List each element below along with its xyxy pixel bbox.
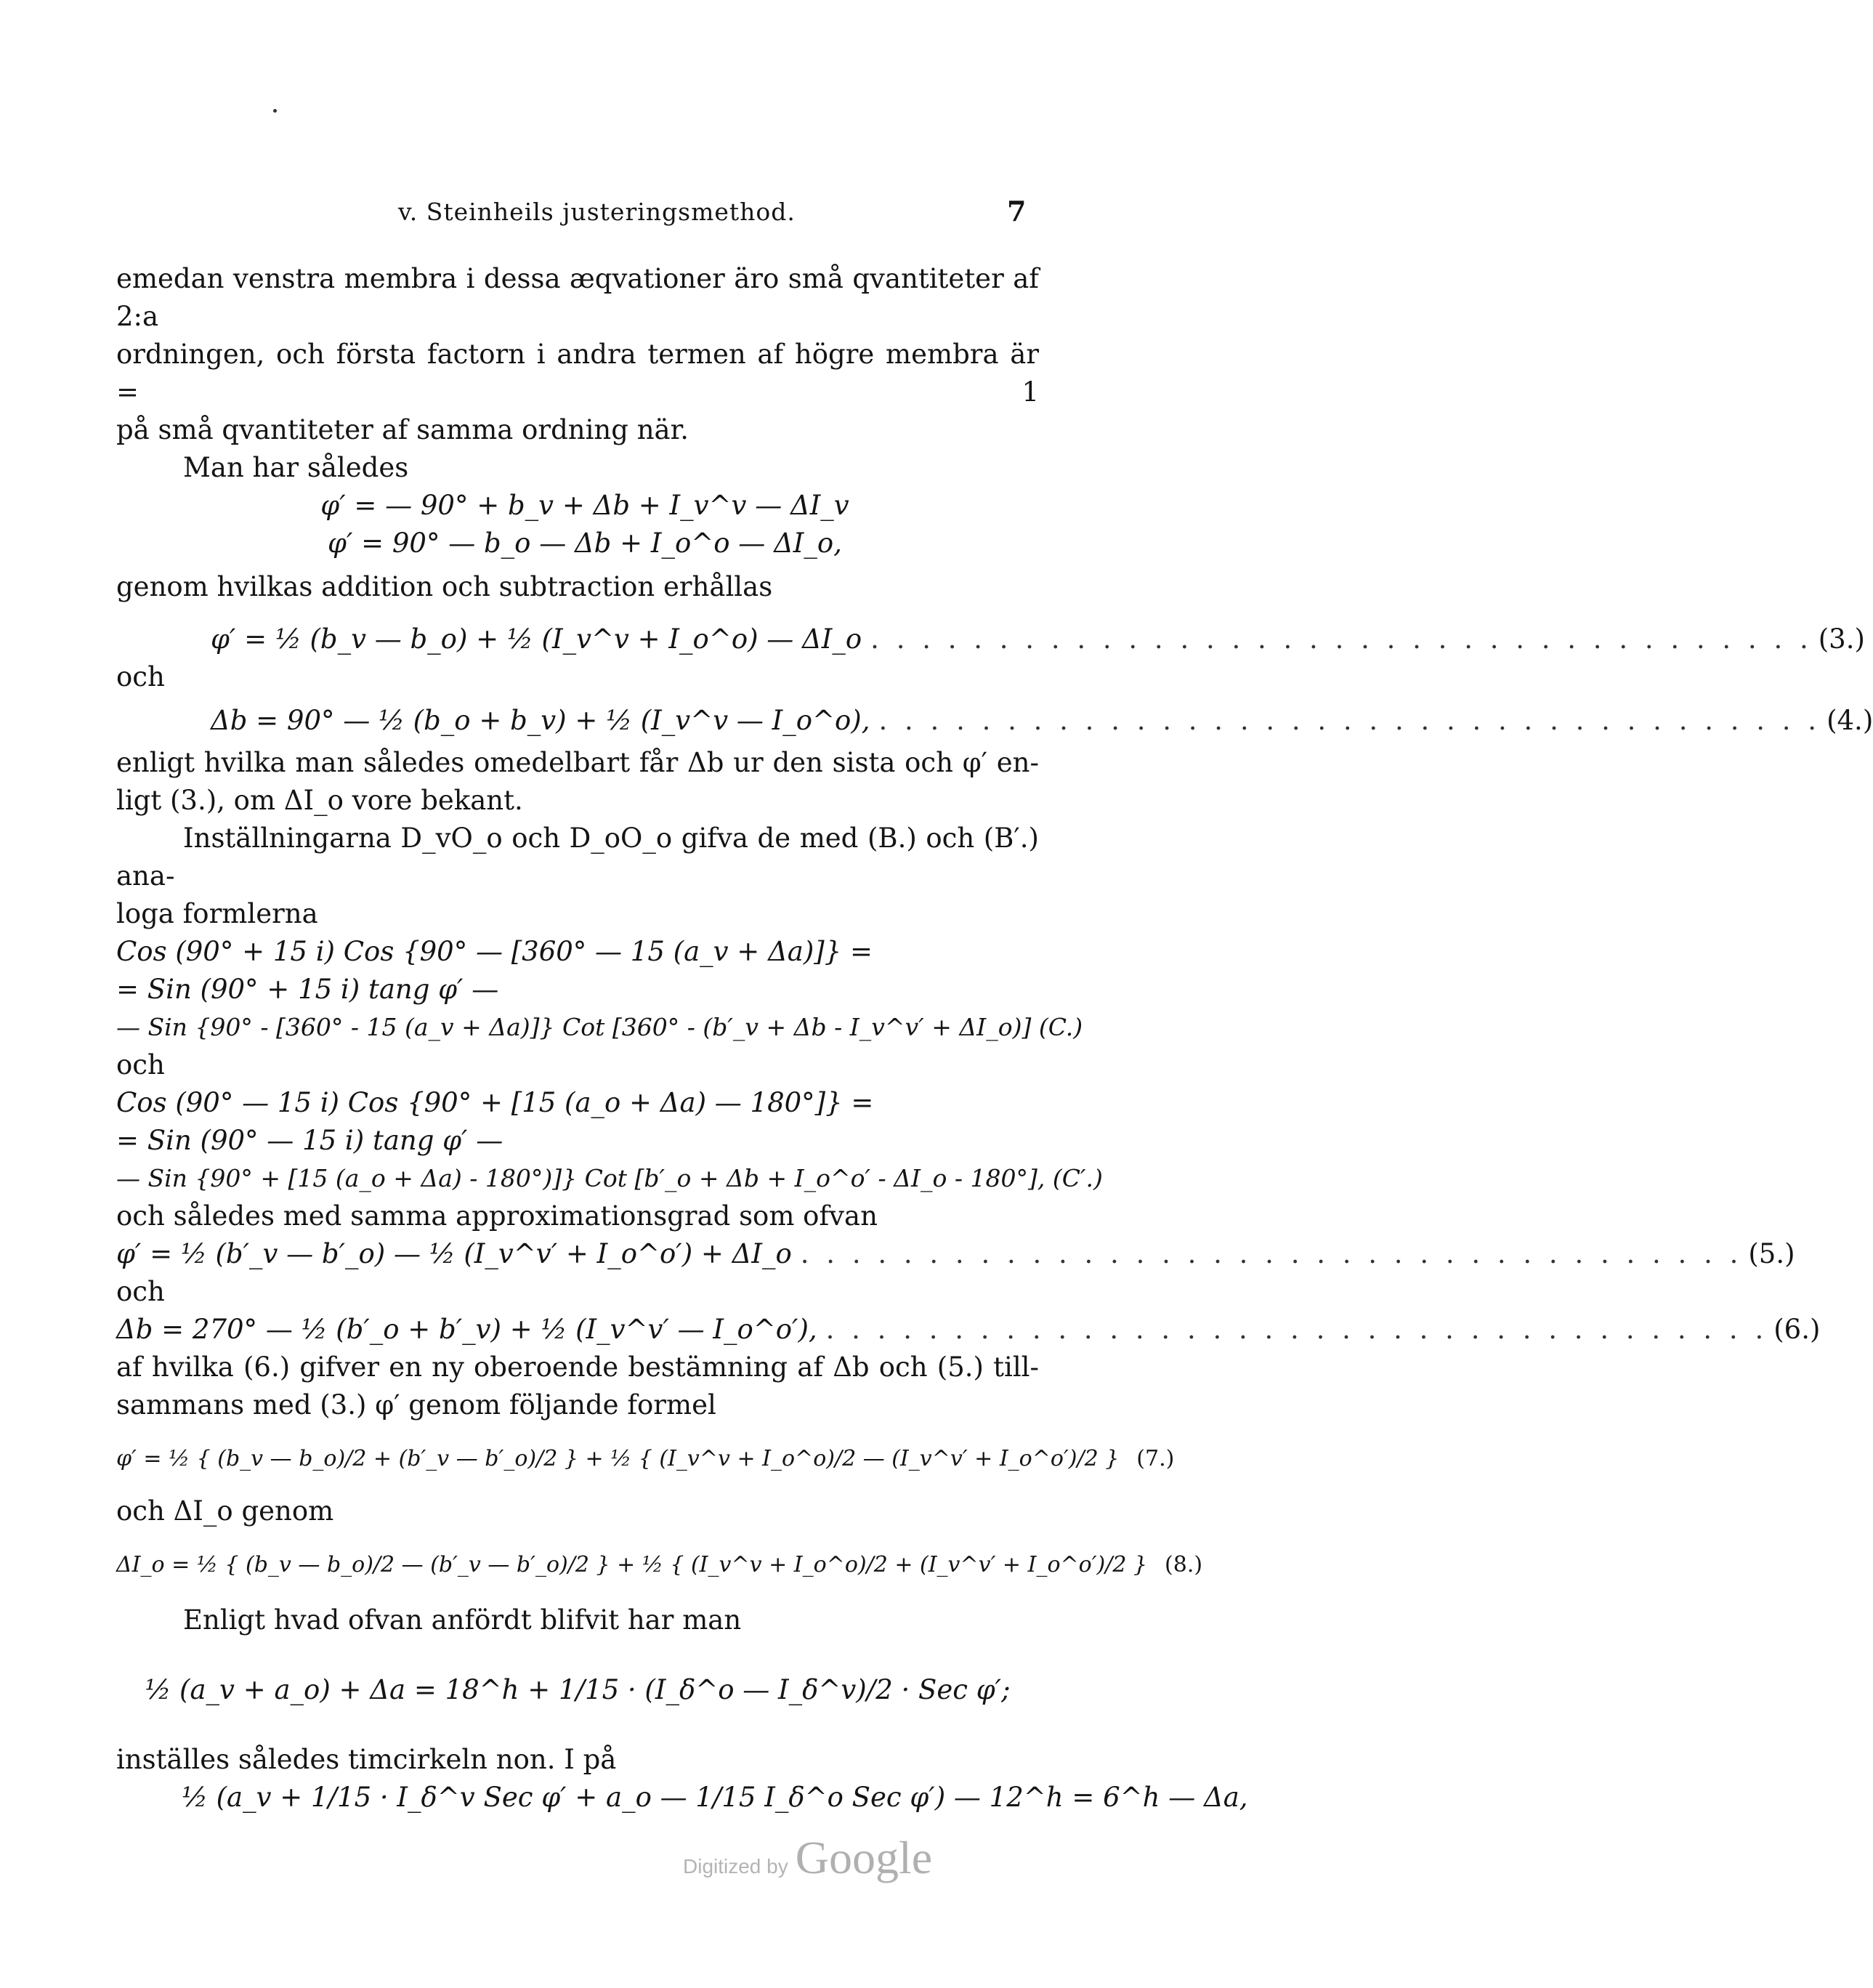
- google-logo: Google: [795, 1832, 933, 1883]
- paragraph-9: Enligt hvad ofvan anfördt blifvit har man: [183, 1604, 742, 1636]
- paragraph-3: genom hvilkas addition och subtraction erhållas: [116, 571, 773, 602]
- equation-5-leader: . . . . . . . . . . . . . . . . . . . . . . . . . . . . . . . . . . . . .: [800, 1238, 1743, 1269]
- equation-3-leader: . . . . . . . . . . . . . . . . . . . . . . . . . . . . . . . . . . . . .: [870, 623, 1813, 655]
- equation-C-line-2: = Sin (90° + 15 i) tang φ′ —: [116, 974, 499, 1005]
- equation-C-prime-line-1: Cos (90° — 15 i) Cos {90° + [15 (a_o + Δa) — 180°]} =: [116, 1087, 874, 1118]
- equation-3-expression: φ′ = ½ (b_v — b_o) + ½ (I_v^v + I_o^o) — ΔI_o: [211, 623, 862, 655]
- paragraph-10: inställes således timcirkeln non. I på: [116, 1744, 617, 1775]
- equation-6-expression: Δb = 270° — ½ (b′_o + b′_v) + ½ (I_v^v′ — I_o^o′),: [116, 1314, 817, 1345]
- equation-3-number: (3.): [1818, 623, 1865, 655]
- ink-speck: [273, 109, 277, 113]
- och-3: och: [116, 1276, 165, 1307]
- paragraph-4-line-2: ligt (3.), om ΔI_o vore bekant.: [116, 785, 523, 816]
- running-header: v. Steinheils justeringsmethod.: [398, 198, 796, 226]
- equation-8: [116, 1546, 1203, 1584]
- equation-6-leader: . . . . . . . . . . . . . . . . . . . . . . . . . . . . . . . . . . . . .: [825, 1314, 1768, 1345]
- equation-5-expression: φ′ = ½ (b′_v — b′_o) — ½ (I_v^v′ + I_o^o′) + ΔI_o: [116, 1238, 792, 1269]
- equation-6: [116, 1311, 1821, 1349]
- equation-3: [211, 621, 1865, 658]
- paragraph-1-line-3: på små qvantiteter af samma ordning när.: [116, 414, 689, 445]
- digitized-by-label: Digitized by: [683, 1855, 788, 1878]
- equation-4-leader: . . . . . . . . . . . . . . . . . . . . . . . . . . . . . . . . . . . . .: [878, 705, 1821, 736]
- paragraph-1-line-1: emedan venstra membra i dessa æqvationer äro små qvantiteter af 2:a: [116, 263, 1039, 332]
- page-body: [116, 260, 1873, 1817]
- paragraph-1-line-2: ordningen, och första factorn i andra termen af högre membra är = 1: [116, 339, 1039, 408]
- equation-5: [116, 1235, 1795, 1273]
- paragraph-6: och således med samma approximationsgrad som ofvan: [116, 1200, 878, 1232]
- page-number: 7: [1007, 195, 1027, 227]
- equation-4: [211, 702, 1873, 740]
- paragraph-2: Man har således: [183, 452, 409, 483]
- equation-10: ½ (a_v + 1/15 · I_δ^v Sec φ′ + a_o — 1/15 I_δ^o Sec φ′) — 12^h = 6^h — Δa,: [182, 1782, 1248, 1813]
- equation-b: φ′ = 90° — b_o — Δb + I_o^o — ΔI_o,: [328, 528, 842, 559]
- paragraph-4-line-1: enligt hvilka man således omedelbart får Δb ur den sista och φ′ en-: [116, 747, 1039, 778]
- equation-4-expression: Δb = 90° — ½ (b_o + b_v) + ½ (I_v^v — I_o^o),: [211, 705, 870, 736]
- equation-C-line-3: — Sin {90° - [360° - 15 (a_v + Δa)]} Cot [360° - (b′_v + Δb - I_v^v′ + ΔI_o)] (C.): [116, 1013, 1083, 1041]
- equation-7-expression: φ′ = ½ { (b_v — b_o)/2 + (b′_v — b′_o)/2 } + ½ { (I_v^v + I_o^o)/2 — (I_v^v′ + I_o^o′)/2 }: [116, 1446, 1120, 1471]
- equation-7: [116, 1440, 1175, 1478]
- paragraph-8: och ΔI_o genom: [116, 1495, 334, 1527]
- equation-C-prime-line-3: — Sin {90° + [15 (a_o + Δa) - 180°)]} Cot [b′_o + Δb + I_o^o′ - ΔI_o - 180°], (C′.): [116, 1164, 1103, 1192]
- paragraph-7-line-1: af hvilka (6.) gifver en ny oberoende bestämning af Δb och (5.) till-: [116, 1351, 1039, 1383]
- equation-4-number: (4.): [1827, 705, 1873, 736]
- paragraph-7-line-2: sammans med (3.) φ′ genom följande formel: [116, 1389, 716, 1421]
- equation-C-prime-line-2: = Sin (90° — 15 i) tang φ′ —: [116, 1125, 503, 1156]
- och-2: och: [116, 1049, 165, 1080]
- equation-a: φ′ = — 90° + b_v + Δb + I_v^v — ΔI_v: [320, 490, 849, 521]
- equation-7-number: (7.): [1136, 1446, 1175, 1471]
- paragraph-5-line-2: loga formlerna: [116, 898, 318, 929]
- equation-C-line-1: Cos (90° + 15 i) Cos {90° — [360° — 15 (a_v + Δa)]} =: [116, 936, 873, 967]
- equation-6-number: (6.): [1773, 1314, 1821, 1345]
- equation-8-number: (8.): [1165, 1552, 1203, 1577]
- equation-9: ½ (a_v + a_o) + Δa = 18^h + 1/15 · (I_δ^o — I_δ^v)/2 · Sec φ′;: [145, 1674, 1011, 1705]
- equation-8-expression: ΔI_o = ½ { (b_v — b_o)/2 — (b′_v — b′_o)/2 } + ½ { (I_v^v + I_o^o)/2 + (I_v^v′ + I_o^o′)/2 }: [116, 1552, 1148, 1577]
- digitized-by-google-watermark: [683, 1831, 932, 1885]
- equation-5-number: (5.): [1748, 1238, 1795, 1269]
- och-1: och: [116, 661, 165, 692]
- paragraph-5-line-1: Inställningarna D_vO_o och D_oO_o gifva de med (B.) och (B′.) ana-: [116, 823, 1039, 892]
